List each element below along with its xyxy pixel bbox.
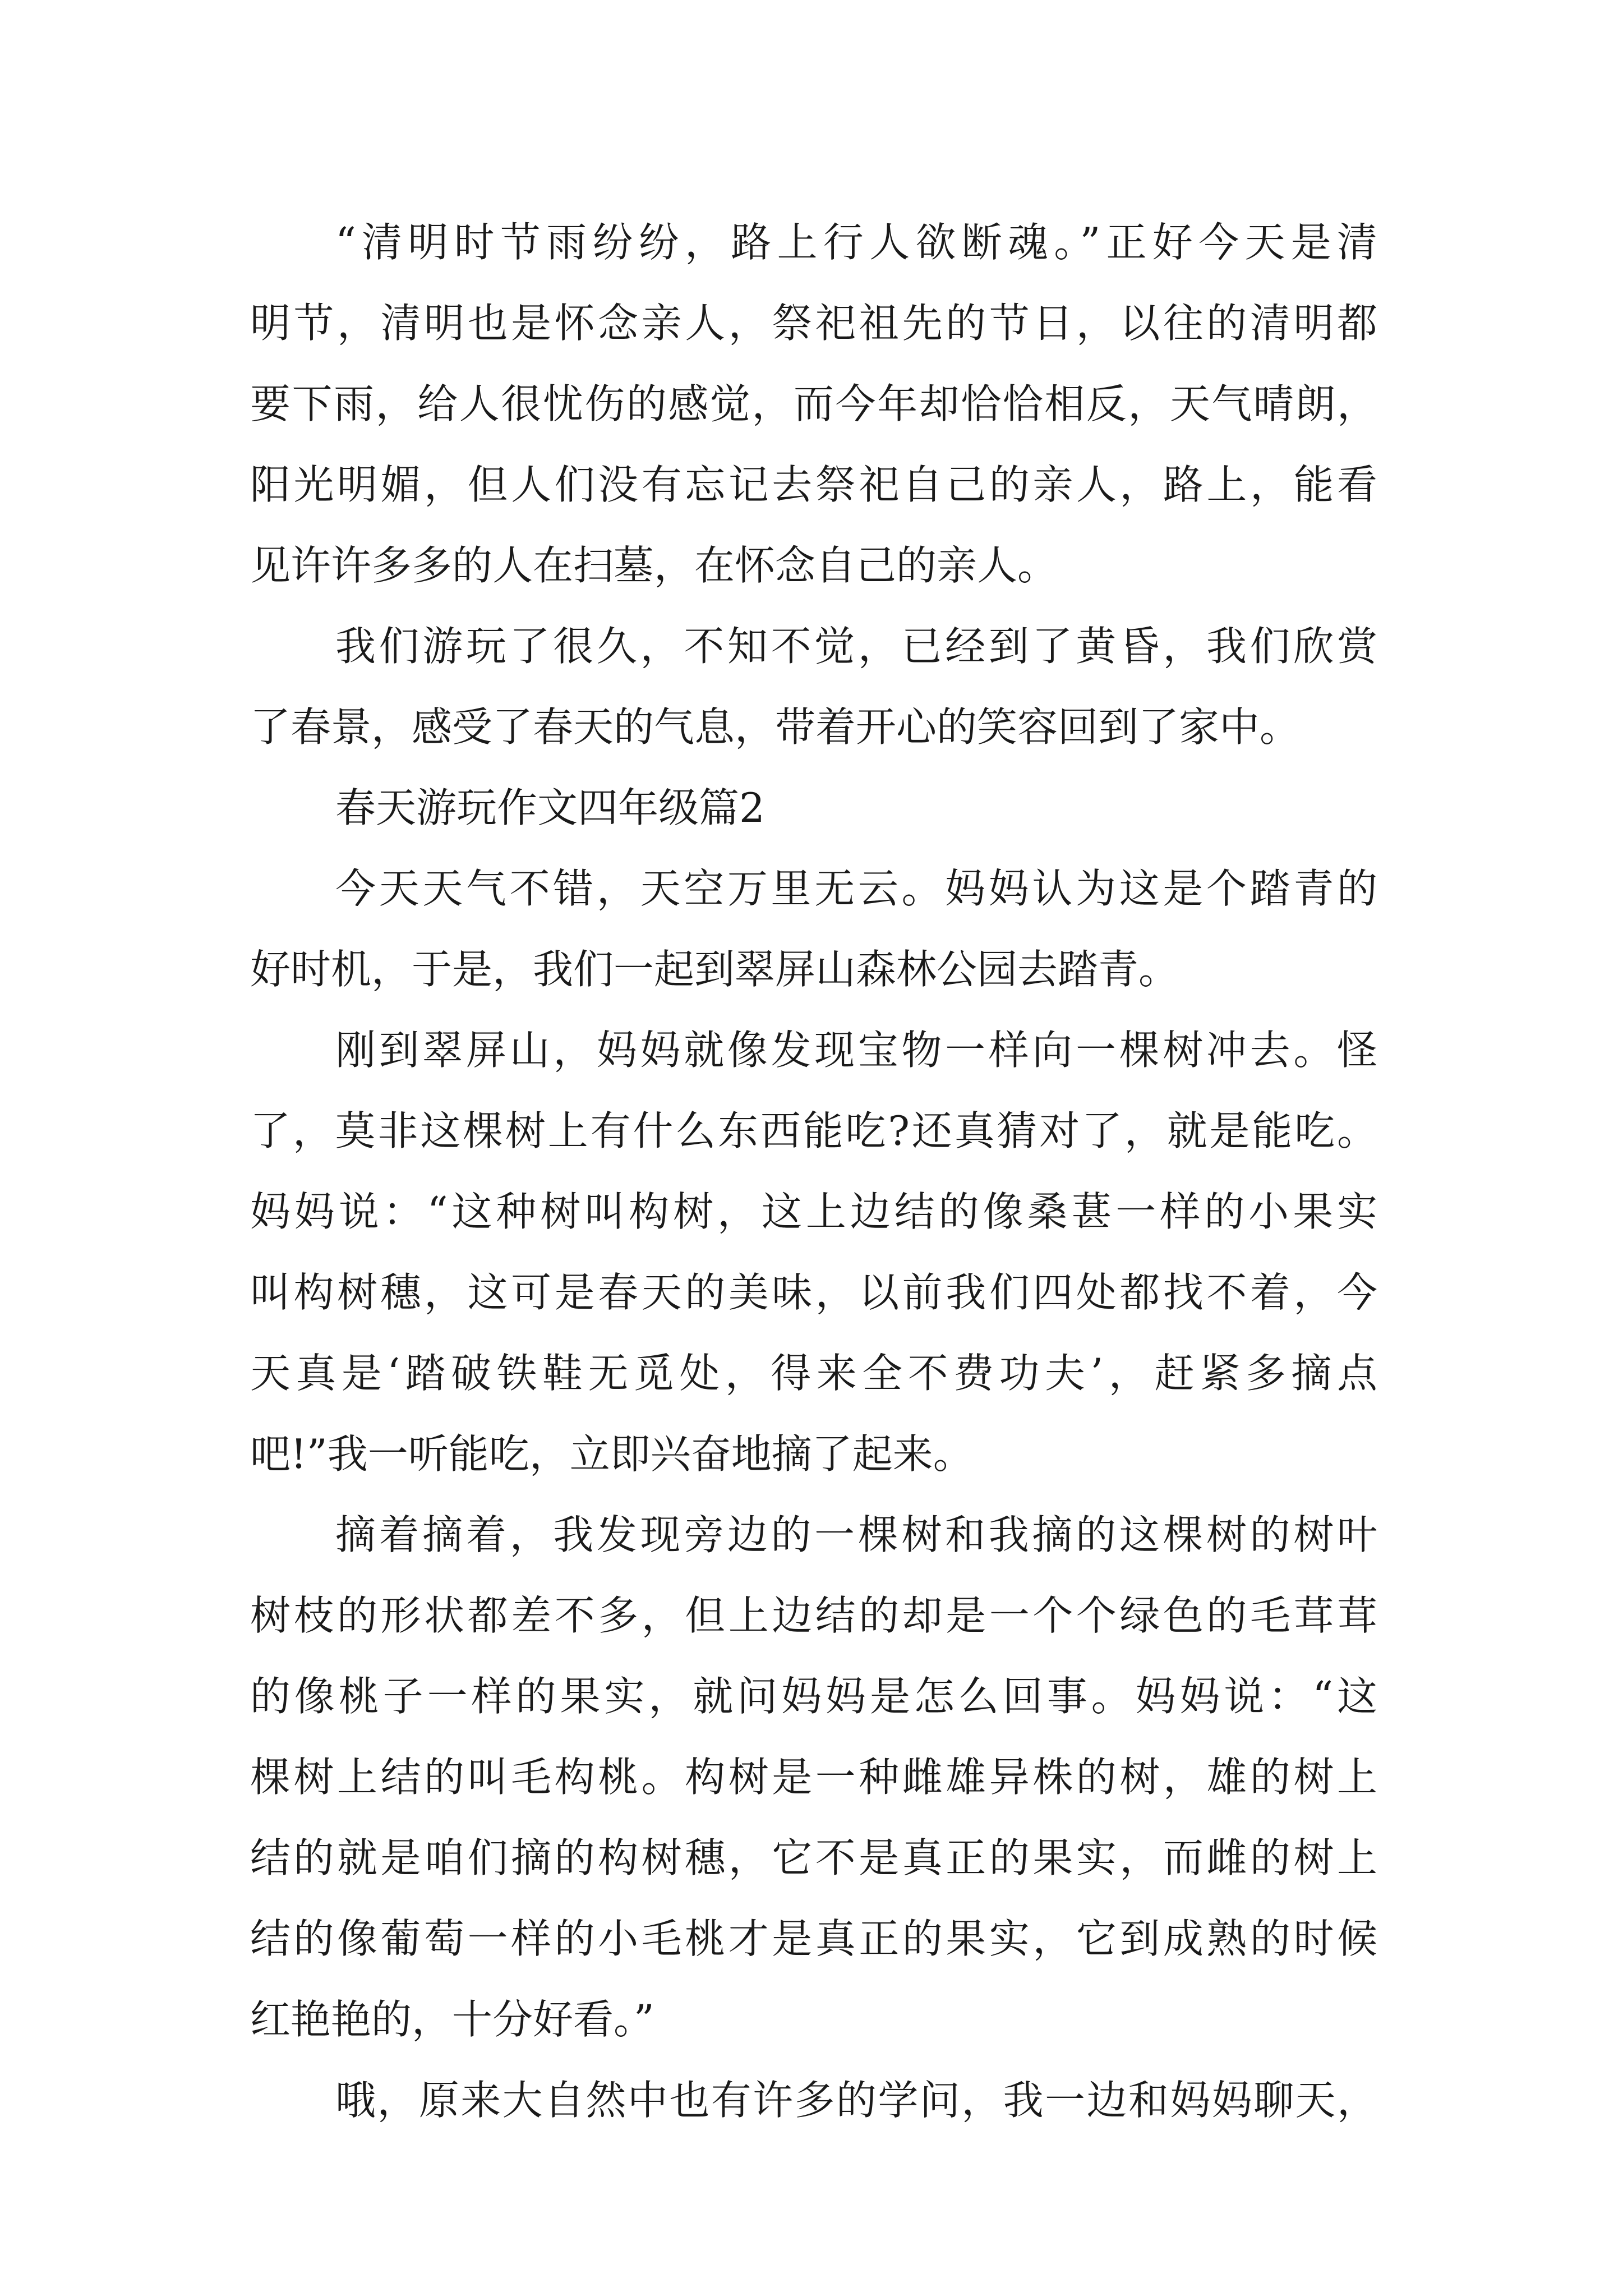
paragraph-5-line-4: 棵树上结的叫毛构桃。构树是一种雌雄异株的树，雄的树上	[250, 1754, 1377, 1801]
paragraph-2-line-2: 了春景，感受了春天的气息，带着开心的笑容回到了家中。	[250, 703, 1301, 751]
section-heading: 春天游玩作文四年级篇2	[335, 784, 765, 831]
paragraph-1-line-1: “清明时节雨纷纷，路上行人欲断魂。”正好今天是清	[335, 219, 1377, 266]
paragraph-4-line-1: 刚到翠屏山，妈妈就像发现宝物一样向一棵树冲去。怪	[335, 1027, 1377, 1074]
paragraph-5-line-1: 摘着摘着，我发现旁边的一棵树和我摘的这棵树的树叶	[335, 1511, 1377, 1558]
paragraph-6-line-1: 哦，原来大自然中也有许多的学问，我一边和妈妈聊天，	[335, 2077, 1377, 2124]
document-body	[250, 202, 1377, 2141]
paragraph-5-line-7: 红艳艳的，十分好看。”	[250, 1996, 654, 2043]
paragraph-4-line-4: 叫构树穗，这可是春天的美味，以前我们四处都找不着，今	[250, 1269, 1377, 1316]
paragraph-4-line-3: 妈妈说：“这种树叫构树，这上边结的像桑葚一样的小果实	[250, 1188, 1377, 1235]
paragraph-3-line-1: 今天天气不错，天空万里无云。妈妈认为这是个踏青的	[335, 865, 1377, 912]
paragraph-2-line-1: 我们游玩了很久，不知不觉，已经到了黄昏，我们欣赏	[335, 623, 1377, 670]
paragraph-1-line-2: 明节，清明也是怀念亲人，祭祀祖先的节日，以往的清明都	[250, 300, 1377, 347]
paragraph-3-line-2: 好时机，于是，我们一起到翠屏山森林公园去踏青。	[250, 946, 1179, 993]
paragraph-4-line-5: 天真是‘踏破铁鞋无觅处，得来全不费功夫’，赶紧多摘点	[250, 1350, 1377, 1397]
paragraph-5-line-3: 的像桃子一样的果实，就问妈妈是怎么回事。妈妈说：“这	[250, 1673, 1377, 1720]
paragraph-1-line-3: 要下雨，给人很忧伤的感觉，而今年却恰恰相反，天气晴朗，	[250, 380, 1377, 427]
paragraph-4-line-2: 了，莫非这棵树上有什么东西能吃?还真猜对了，就是能吃。	[250, 1107, 1377, 1154]
paragraph-4-line-6: 吧!”我一听能吃，立即兴奋地摘了起来。	[250, 1430, 974, 1478]
paragraph-1-line-4: 阳光明媚，但人们没有忘记去祭祀自己的亲人，路上，能看	[250, 461, 1377, 508]
paragraph-5-line-2: 树枝的形状都差不多，但上边结的却是一个个绿色的毛茸茸	[250, 1592, 1377, 1639]
paragraph-5-line-6: 结的像葡萄一样的小毛桃才是真正的果实，它到成熟的时候	[250, 1915, 1377, 1962]
paragraph-5-line-5: 结的就是咱们摘的构树穗，它不是真正的果实，而雌的树上	[250, 1834, 1377, 1881]
paragraph-1-line-5: 见许许多多的人在扫墓，在怀念自己的亲人。	[250, 542, 1058, 589]
